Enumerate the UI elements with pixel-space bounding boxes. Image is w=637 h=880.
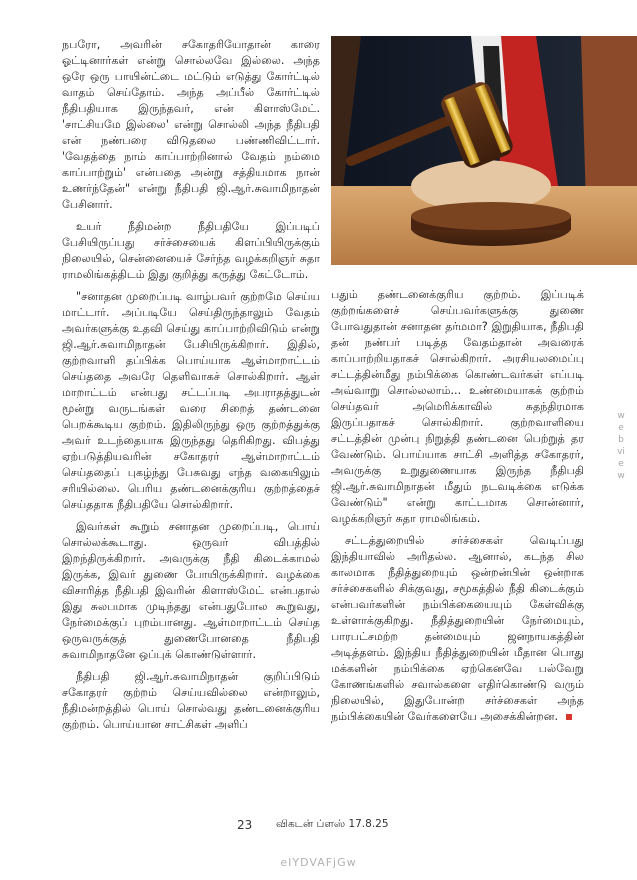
webview-side-tag: webview [617, 411, 625, 481]
article-paragraph-last [331, 533, 584, 725]
publication-line: விகடன் ப்ளஸ் 17.8.25 [276, 818, 389, 830]
article-column-right [331, 287, 584, 731]
article-paragraph: உயர் நீதிமன்ற நீதிபதியே இப்படிப் பேசியிருப்பது சர்ச்சையைக் கிளப்பியிருக்கும் நிலையில், சென்னையைச் சேர்ந்த வழக்கறிஞர் சுதா ராமலிங்கத்திடம் இது குறித்து கருத்து கேட்டோம். [62, 220, 320, 281]
end-mark-icon [566, 714, 572, 720]
article-column-left [62, 37, 320, 739]
article-paragraph: பதும் தண்டனைக்குரிய குற்றம். இப்படிக் குற்றங்களைச் செய்பவர்களுக்கு துணை போவதுதான் சனாதன தர்மமா? இறுதியாக, நீதிபதி தன் நண்பர் படித்த வேதம்தான் அவரைக் காப்பாற்றியதாகச் சொல்கிறார். அரசியலமைப்பு சட்டத்தின்மீது நம்பிக்கை கொண்டவர்கள் எப்படி அவ்வாறு சொல்லலாம்... உண்மையாகக் குற்றம் செய்தவர் அமெரிக்காவில் சுதந்திரமாக இருப்பதாகச் சொல்கிறார். குற்றவாளியை சட்டத்தின் முன்பு நிறுத்தி தண்டனை பெற்றுத் தர வேண்டும். பொய்யாக சாட்சி அளித்த சகோதரர், அவருக்கு உறுதுணையாக இருந்த நீதிபதி ஜி.ஆர்.சுவாமிநாதன் மீதும் நடவடிக்கை எடுக்க வேண்டும்" என்று காட்டமாக சொன்னார், வழக்கறிஞர் சுதா ராமலிங்கம். [331, 288, 584, 525]
article-paragraph: இவர்கள் கூறும் சனாதன முறைப்படி, பொய் சொல்லக்கூடாது. ஒருவர் விபத்தில் இறந்திருக்கிறார். அவருக்கு நீதி கிடைக்காமல் இருக்க, இவர் துணை போயிருக்கிறார். வழக்கை விசாரித்த நீதிபதி இவரின் கிளாஸ்மேட் என்பதால் இது சுலபமாக முடிந்தது என்பதுபோல கூறுவது, நேர்மைக்குப் புறம்பானது. ஆள்மாறாட்டம் செய்த ஒருவருக்குத் துணைபோனதை நீதிபதி சுவாமிநாதனே ஒப்புக் கொண்டுள்ளார். [62, 520, 320, 661]
article-paragraph: "சனாதன முறைப்படி வாழ்பவர் குற்றமே செய்ய மாட்டார். அப்படியே செய்திருந்தாலும் வேதம் அவர்களுக்கு உதவி செய்து காப்பாற்றிவிடும் என்று ஜி.ஆர்.சுவாமிநாதன் பேசியிருக்கிறார். இதில், குற்றவாளி தப்பிக்க பொய்யாக ஆள்மாறாட்டம் செய்ததை அவரே தெளிவாகச் சொல்கிறார். ஆள் மாறாட்டம் என்பது சட்டப்படி அபராதத்துடன் மூன்று வருடங்கள் வரை சிறைத் தண்டனை பெறக்கூடிய குற்றம். இதிலிருந்து ஒரு குற்றத்துக்கு அவர் உடந்தையாக இருந்தது தெரிகிறது. விபத்து ஏற்படுத்தியவரின் சகோதரர் ஆள்மாறாட்டம் செய்ததைப் புகழ்ந்து பேசுவது எந்த வகையிலும் சரியில்லை. பெரிய தண்டனைக்குரிய குற்றத்தைச் செய்ததாக நீதிபதியே சொல்கிறார். [62, 290, 320, 511]
watermark-code: eIYDVAFjGw [280, 856, 357, 869]
gavel-illustration [331, 36, 637, 265]
gavel-photo [331, 36, 637, 265]
page-number: 23 [237, 818, 253, 832]
article-paragraph-text: சட்டத்துறையில் சர்ச்சைகள் வெடிப்பது இந்தியாவில் அரிதல்ல. ஆனால், கடந்த சில காலமாக நீதித்துறையும் ஒன்றன்பின் ஒன்றாக சர்ச்சைகளில் சிக்குவது, சமூகத்தில் நீதி கிடைக்கும் என்பவர்களின் நம்பிக்கையையும் கேள்விக்கு உள்ளாக்குகிறது. நீதித்துறையின் நேர்மையும், பாரபட்சமற்ற தன்மையும் ஜனநாயகத்தின் அடித்தளம். இந்திய நீதித்துறையின் மீதான பொது மக்களின் நம்பிக்கை ஏற்கெனவே பல்வேறு கோணங்களில் சவால்களை எதிர்கொண்டு வரும் நிலையில், இதுபோன்ற சர்ச்சைகள் அந்த நம்பிக்கையின் வேர்களையே அசைக்கின்றன. [331, 534, 584, 723]
article-paragraph: நீதிபதி ஜி.ஆர்.சுவாமிநாதன் குறிப்பிடும் சகோதரர் குற்றம் செய்யவில்லை என்றாலும், நீதிமன்றத்தில் பொய் சொல்வது தண்டனைக்குரிய குற்றம். பொய்யான சாட்சிகள் அளிப் [62, 670, 320, 731]
article-paragraph: நபரோ, அவரின் சகோதரியோதான் காரை ஓட்டினார்கள் என்று சொல்லவே இல்லை. அந்த ஒரே ஒரு பாயின்ட்டை மட்டும் எடுத்து கோர்ட்டில் வாதம் செய்தோம். அந்த அப்பீல் கோர்ட்டில் நீதிபதியாக இருந்தவர், என் கிளாஸ்மேட். 'சாட்சியமே இல்லை' என்று சொல்லி அந்த நீதிபதி என் நண்பரை விடுதலை பண்ணிவிட்டார். 'வேதத்தை நாம் காப்பாற்றினால் வேதம் நம்மை காப்பாற்றும்' என்பதை அன்று சத்தியமாக நான் உணர்ந்தேன்" என்று நீதிபதி ஜி.ஆர்.சுவாமிநாதன் பேசினார். [62, 38, 320, 211]
